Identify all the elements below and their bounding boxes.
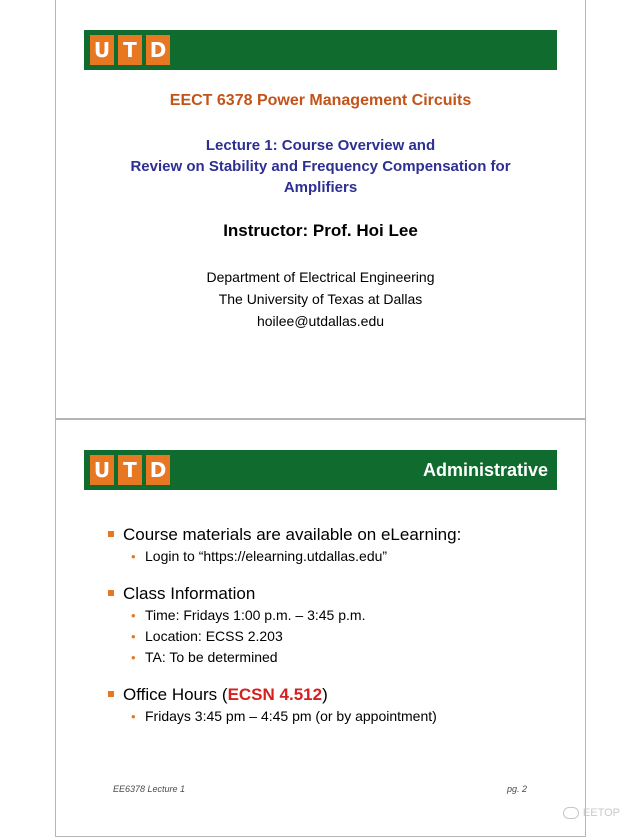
watermark-text: EETOP <box>582 807 620 819</box>
logo-letter: U <box>90 35 114 65</box>
bullet-list <box>108 524 565 743</box>
sub-bullet-item: • Fridays 3:45 pm – 4:45 pm (or by appointment) <box>108 706 565 727</box>
bullet-group <box>108 583 565 668</box>
utd-logo <box>90 35 170 65</box>
lecture-title <box>56 135 585 198</box>
bullet-text: Office Hours ( <box>123 685 228 704</box>
footer-lecture: EE6378 Lecture 1 <box>113 784 186 794</box>
instructor-name: Instructor: Prof. Hoi Lee <box>223 221 418 240</box>
sub-bullet-item: • Time: Fridays 1:00 p.m. – 3:45 p.m. <box>108 605 565 626</box>
course-title: EECT 6378 Power Management Circuits <box>169 92 472 109</box>
bullet-group <box>108 524 565 567</box>
logo-letter: T <box>118 35 142 65</box>
header-banner <box>84 450 557 490</box>
bullet-text: ) <box>322 685 328 704</box>
bullet-item: Course materials are available on eLearning: <box>108 524 565 546</box>
department: Department of Electrical Engineering <box>206 269 435 285</box>
lecture-line: Amplifiers <box>283 179 358 196</box>
bullet-item: Class Information <box>108 583 565 605</box>
affiliation <box>56 266 585 332</box>
header-banner <box>84 30 557 70</box>
sub-bullet-item: • TA: To be determined <box>108 647 565 668</box>
email: hoilee@utdallas.edu <box>256 313 385 329</box>
logo-letter: T <box>118 455 142 485</box>
lecture-line: Review on Stability and Frequency Compensation for <box>130 158 511 175</box>
sub-bullet-item: • Login to “https://elearning.utdallas.edu” <box>108 546 565 567</box>
footer-page-number: pg. 2 <box>506 784 527 794</box>
slide-title <box>55 0 586 419</box>
sub-bullet-item: • Location: ECSS 2.203 <box>108 626 565 647</box>
logo-letter: D <box>146 455 170 485</box>
slide-title: Administrative <box>422 460 548 480</box>
bullet-item <box>108 684 565 706</box>
utd-logo <box>90 455 170 485</box>
slide-administrative <box>55 419 586 837</box>
logo-letter: D <box>146 35 170 65</box>
logo-letter: U <box>90 455 114 485</box>
university: The University of Texas at Dallas <box>218 291 423 307</box>
office-room: ECSN 4.512 <box>227 685 323 704</box>
bullet-group <box>108 684 565 727</box>
watermark <box>563 807 620 819</box>
wechat-icon <box>563 807 579 819</box>
lecture-line: Lecture 1: Course Overview and <box>205 137 436 154</box>
